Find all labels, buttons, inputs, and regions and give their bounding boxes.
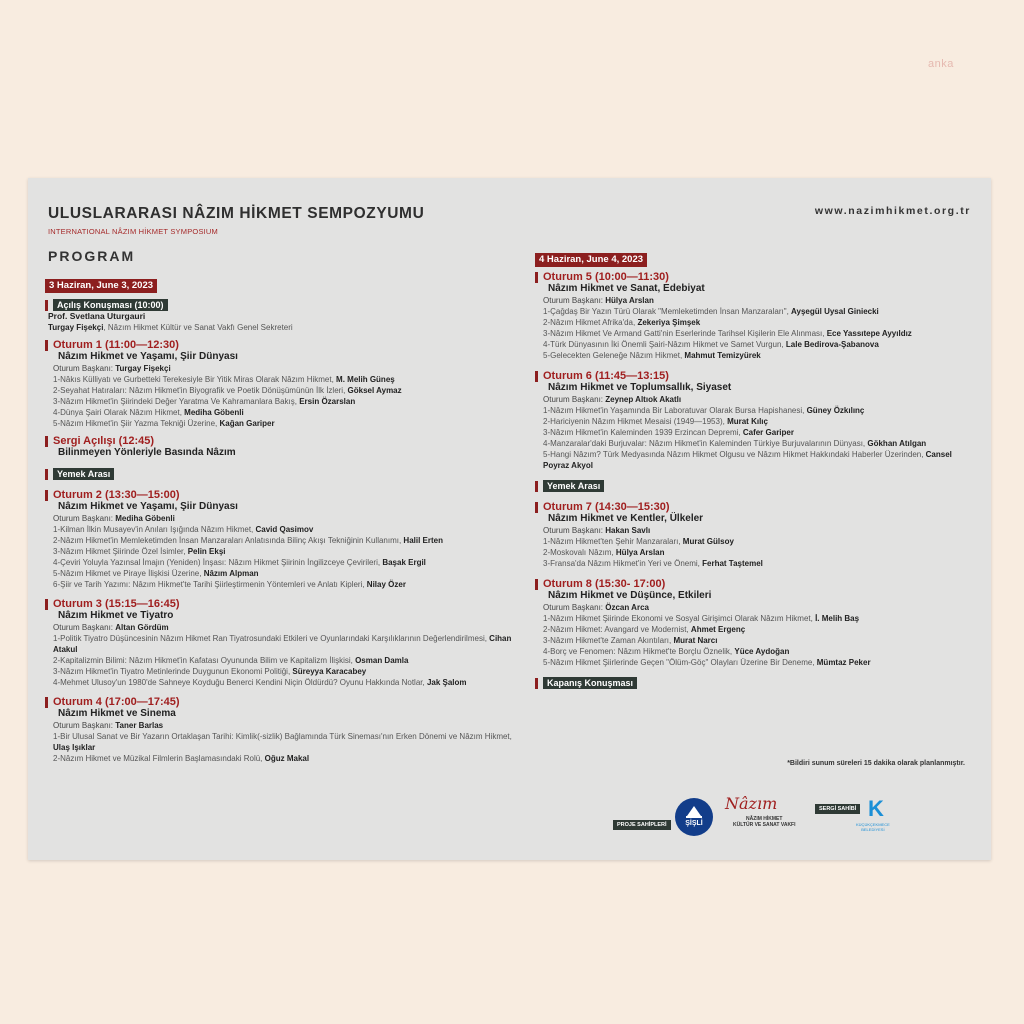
accent-bar [535, 272, 538, 283]
paper-item: 5-Nâzım Hikmet ve Piraye İlişkisi Üzerine, Nâzım Alpman [53, 569, 259, 578]
paper-item: 3-Nâzım Hikmet Şiirinde Özel İsimler, Pelin Ekşi [53, 547, 226, 556]
paper-item: 5-Gelecekten Geleneğe Nâzım Hikmet, Mahmut Temizyürek [543, 351, 761, 360]
accent-bar [45, 490, 48, 501]
session-6 [535, 370, 975, 471]
session-1 [45, 339, 515, 429]
paper-item: 3-Fransa'da Nâzım Hikmet'in Yeri ve Önemi, Ferhat Taştemel [543, 559, 763, 568]
paper-item: 3-Nâzım Hikmet Ve Armand Gatti'nin Eserlerinde Tarihsel Kişilerin Ele Alınması, Ece Yassıtepe Ayyıldız [543, 329, 912, 338]
lunch-break [535, 480, 975, 492]
day2-column [535, 249, 975, 689]
paper-item: 1-Nâkıs Külliyatı ve Gurbetteki Terekesiyle Bir Yitik Miras Olarak Nâzım Hikmet, M. Melih Güneş [53, 375, 395, 384]
accent-bar [45, 599, 48, 610]
paper-item: 4-Dünya Şairi Olarak Nâzım Hikmet, Mediha Göbenli [53, 408, 244, 417]
session-title: Nâzım Hikmet ve Sanat, Edebiyat [548, 283, 705, 294]
lunch-label: Yemek Arası [543, 480, 604, 492]
accent-bar [535, 481, 538, 492]
opening-label: Açılış Konuşması (10:00) [53, 299, 168, 311]
accent-bar [45, 469, 48, 480]
session-title: Nâzım Hikmet ve Yaşamı, Şiir Dünyası [58, 501, 238, 512]
paper-item: 1-Nâzım Hikmet'in Yaşamında Bir Laboratuvar Olarak Bursa Hapishanesi, Güney Özkılınç [543, 406, 865, 415]
program-poster [28, 178, 991, 860]
closing-speech [535, 677, 975, 689]
sisli-logo-text: ŞİŞLİ [685, 820, 703, 827]
project-owners-label: PROJE SAHİPLERİ [613, 820, 671, 830]
paper-item: 3-Nâzım Hikmet'te Zaman Akıntıları, Murat Narcı [543, 636, 718, 645]
opening-session [45, 299, 515, 333]
session-chair: Oturum Başkanı: Taner Barlas [53, 721, 164, 730]
paper-item: 2-Moskovalı Nâzım, Hülya Arslan [543, 548, 665, 557]
exhibition-owner-label: SERGİ SAHİBİ [815, 804, 860, 814]
exhibition-opening [45, 435, 515, 459]
agency-watermark: anka [928, 58, 954, 70]
accent-bar [535, 502, 538, 513]
paper-item: 1-Nâzım Hikmet'ten Şehir Manzaraları, Murat Gülsoy [543, 537, 734, 546]
opening-speaker-2: Turgay Fişekçi, Nâzım Hikmet Kültür ve Sanat Vakfı Genel Sekreteri [48, 323, 293, 332]
session-time: Oturum 5 (10:00—11:30) [543, 271, 669, 283]
paper-item: 2-Nâzım Hikmet ve Müzikal Filmlerin Başlamasındaki Rolü, Oğuz Makal [53, 754, 310, 763]
paper-item: 4-Çeviri Yoluyla Yazınsal İmajın (Yeniden) İnşası: Nâzım Hikmet Şiirinin İngilizceye Çevirileri, Başak Ergil [53, 558, 426, 567]
session-chair: Oturum Başkanı: Hakan Savlı [543, 526, 651, 535]
session-chair: Oturum Başkanı: Turgay Fişekçi [53, 364, 171, 373]
paper-item: 3-Nâzım Hikmet'in Şiirindeki Değer Yaratma Ve Kahramanlara Bakış, Ersin Özarslan [53, 397, 356, 406]
paper-item: 4-Mehmet Ulusoy'un 1980'de Sahneye Koyduğu Benerci Kendini Niçin Öldürdü? Oyunu Hakkında Notlar, Jak Şalom [53, 678, 467, 687]
paper-item: 2-Nâzım Hikmet: Avangard ve Modernist, Ahmet Ergenç [543, 625, 746, 634]
paper-item: 1-Kilman İlkin Musayev'in Anıları Işığında Nâzım Hikmet, Cavid Qasimov [53, 525, 314, 534]
paper-item: 4-Manzaralar'daki Burjuvalar: Nâzım Hikmet'in Kaleminden Türkiye Burjuvalarının Dünyası, Gökhan Atılgan [543, 439, 927, 448]
paper-item: 2-Nâzım Hikmet Afrika'da, Zekeriya Şimşek [543, 318, 701, 327]
session-title: Nâzım Hikmet ve Düşünce, Etkileri [548, 590, 712, 601]
closing-label: Kapanış Konuşması [543, 677, 637, 689]
lunch-break [45, 468, 515, 480]
session-chair: Oturum Başkanı: Altan Gördüm [53, 623, 169, 632]
session-4 [45, 696, 515, 764]
poster-subtitle: INTERNATIONAL NÂZIM HİKMET SYMPOSIUM [48, 227, 218, 236]
session-time: Oturum 2 (13:30—15:00) [53, 489, 180, 501]
paper-item: 5-Nâzım Hikmet Şiirlerinde Geçen "Ölüm-Göç" Olayları Üzerine Bir Deneme, Mümtaz Peker [543, 658, 871, 667]
paper-item: 1-Çağdaş Bir Yazın Türü Olarak "Memleketimden İnsan Manzaraları", Ayşegül Uysal Giniecki [543, 307, 879, 316]
session-chair: Oturum Başkanı: Özcan Arca [543, 603, 649, 612]
program-heading: PROGRAM [48, 248, 136, 264]
sisli-logo [675, 798, 713, 836]
accent-bar [535, 579, 538, 590]
session-time: Oturum 1 (11:00—12:30) [53, 339, 179, 351]
footnote: *Bildiri sunum süreleri 15 dakika olarak planlanmıştır. [787, 760, 965, 767]
session-chair: Oturum Başkanı: Zeynep Altıok Akatlı [543, 395, 682, 404]
session-time: Oturum 4 (17:00—17:45) [53, 696, 180, 708]
sisli-emblem-icon [675, 798, 713, 836]
paper-item: 2-Hariciyenin Nâzım Hikmet Mesaisi (1949—1953), Murat Kılıç [543, 417, 768, 426]
nazim-foundation-name: NÂZIM HİKMET KÜLTÜR VE SANAT VAKFI [733, 816, 796, 828]
paper-item: 5-Hangi Nâzım? Türk Medyasında Nâzım Hikmet Olgusu ve Nâzım Hikmet Hakkındaki Haberler Üzerinden, Cansel Poyraz Akyol [543, 450, 952, 470]
session-2 [45, 489, 515, 590]
paper-item: 2-Kapitalizmin Bilimi: Nâzım Hikmet'in Kafatası Oyununda Bilim ve Kapitalizm İlişkisi, Osman Damla [53, 656, 409, 665]
day1-date: 3 Haziran, June 3, 2023 [45, 279, 157, 293]
session-title: Nâzım Hikmet ve Kentler, Ülkeler [548, 513, 704, 524]
exhibition-title: Bilinmeyen Yönleriyle Basında Nâzım [58, 447, 236, 458]
session-time: Oturum 8 (15:30- 17:00) [543, 578, 666, 590]
paper-item: 1-Politik Tiyatro Düşüncesinin Nâzım Hikmet Ran Tiyatrosundaki Etkileri ve Oyunlarındaki Karşılıklarının Değerlendirilmesi, Cihan Atakul [53, 634, 512, 654]
session-title: Nâzım Hikmet ve Yaşamı, Şiir Dünyası [58, 351, 238, 362]
paper-item: 4-Borç ve Fenomen: Nâzım Hikmet'te Borçlu Öznelik, Yüce Aydoğan [543, 647, 790, 656]
session-title: Nâzım Hikmet ve Toplumsallık, Siyaset [548, 382, 732, 393]
accent-bar [45, 697, 48, 708]
paper-item: 3-Nâzım Hikmet'in Kaleminden 1939 Erzincan Depremi, Cafer Gariper [543, 428, 794, 437]
accent-bar [45, 340, 48, 351]
sponsor-logos [613, 796, 943, 846]
accent-bar [535, 678, 538, 689]
opening-speaker: Prof. Svetlana Uturgauri [48, 311, 146, 321]
paper-item: 2-Seyahat Hatıraları: Nâzım Hikmet'in Biyografik ve Poetik Dönüşümünün İlk İzleri, Göksel Aymaz [53, 386, 402, 395]
paper-item: 6-Şiir ve Tarih Yazımı: Nâzım Hikmet'te Tarihi Şiirleştirmenin Yöntemleri ve Anlatı Kipleri, Nilay Özer [53, 580, 406, 589]
paper-item: 2-Nâzım Hikmet'in Memleketimden İnsan Manzaraları Anlatısında Bilinç Akışı Tekniğinin Kullanımı, Halil Erten [53, 536, 443, 545]
paper-item: 1-Bir Ulusal Sanat ve Bir Yazarın Ortaklaşan Tarihi: Kimlik(-sizlik) Bağlamında Türk Sineması'nın Erken Dönemi ve Nâzım Hikmet, Ulaş Işıklar [53, 732, 512, 752]
poster-title: ULUSLARARASI NÂZIM HİKMET SEMPOZYUMU [48, 205, 425, 222]
paper-item: 4-Türk Dünyasının İki Önemli Şairi-Nâzım Hikmet ve Samet Vurgun, Lale Bedirova-Şabanova [543, 340, 879, 349]
session-7 [535, 501, 975, 569]
day1-column [45, 275, 515, 764]
accent-bar [45, 436, 48, 447]
kucukcekmece-logo-icon: K [868, 796, 884, 821]
exhibition-time: Sergi Açılışı (12:45) [53, 435, 155, 447]
session-8 [535, 578, 975, 668]
day2-date: 4 Haziran, June 4, 2023 [535, 253, 647, 267]
paper-item: 3-Nâzım Hikmet'in Tiyatro Metinlerinde Duygunun Ekonomi Politiği, Süreyya Karacabey [53, 667, 367, 676]
paper-item: 5-Nâzım Hikmet'in Şiir Yazma Tekniği Üzerine, Kağan Gariper [53, 419, 275, 428]
session-time: Oturum 6 (11:45—13:15) [543, 370, 669, 382]
session-time: Oturum 7 (14:30—15:30) [543, 501, 670, 513]
lunch-label: Yemek Arası [53, 468, 114, 480]
session-chair: Oturum Başkanı: Mediha Göbenli [53, 514, 175, 523]
session-title: Nâzım Hikmet ve Tiyatro [58, 610, 174, 621]
session-3 [45, 598, 515, 688]
accent-bar [535, 371, 538, 382]
accent-bar [45, 300, 48, 311]
session-time: Oturum 3 (15:15—16:45) [53, 598, 180, 610]
paper-item: 1-Nâzım Hikmet Şiirinde Ekonomi ve Sosyal Girişimci Olarak Nâzım Hikmet, İ. Melih Baş [543, 614, 860, 623]
kucukcekmece-logo-text: KÜÇÜKÇEKMECE BELEDİYESİ [856, 822, 890, 832]
session-title: Nâzım Hikmet ve Sinema [58, 708, 176, 719]
session-5 [535, 271, 975, 361]
website-url[interactable]: www.nazimhikmet.org.tr [814, 205, 971, 217]
nazim-signature-logo: Nâzım [725, 794, 778, 813]
session-chair: Oturum Başkanı: Hülya Arslan [543, 296, 654, 305]
